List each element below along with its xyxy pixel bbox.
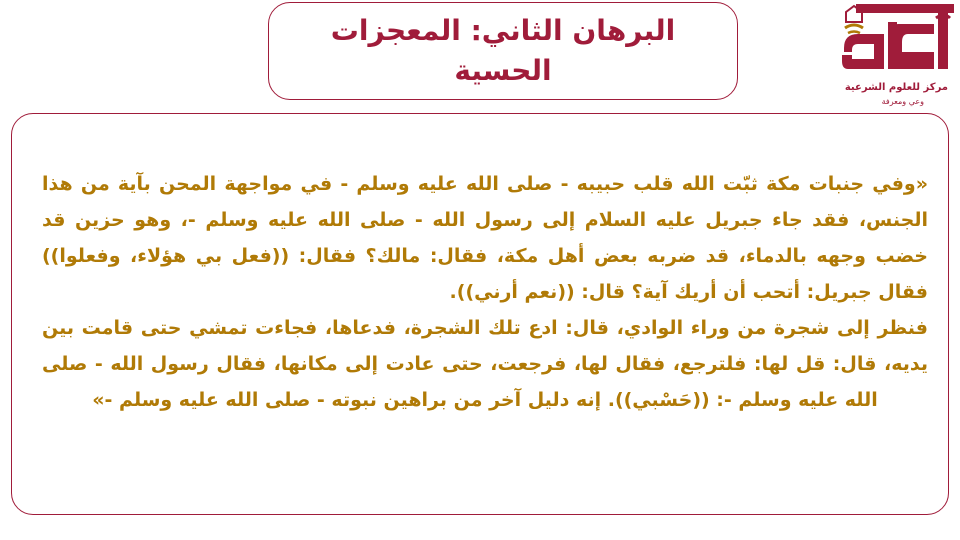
ihkam-logo-icon bbox=[836, 4, 954, 78]
hadith-text bbox=[42, 166, 928, 418]
content-box bbox=[11, 113, 949, 515]
title-box bbox=[268, 2, 738, 100]
slide-title: البرهان الثاني: المعجزات الحسية bbox=[330, 14, 676, 87]
logo-subtitle: مركز للعلوم الشرعية bbox=[844, 82, 948, 93]
brand-logo bbox=[836, 4, 954, 110]
logo-tagline: وعي ومعرفة bbox=[881, 97, 924, 106]
paragraph-1: «وفي جنبات مكة ثبّت الله قلب حبيبه - صلى الله عليه وسلم - في مواجهة المحن بآية من هذا الجنس، فقد جاء جبريل عليه السلام إلى رسول الله - صلى الله عليه وسلم -، وهو حزين قد خضب وجهه بالدماء، قد ضربه بعض أهل مكة، فقال: مالك؟ فقال: ((فعل بي هؤلاء، وفعلوا)) فقال جبريل: أتحب أن أريك آية؟ قال: ((نعم أرني)). bbox=[42, 173, 928, 303]
paragraph-2: فنظر إلى شجرة من وراء الوادي، قال: ادع تلك الشجرة، فدعاها، فجاءت تمشي حتى قامت بين يديه، قال: قل لها: فلترجع، فقال لها، فرجعت، حتى عادت إلى مكانها، فقال رسول الله - صلى الله عليه وسلم -: ((حَسْبي)). إنه دليل آخر من براهين نبوته - صلى الله عليه وسلم -» bbox=[42, 317, 928, 411]
